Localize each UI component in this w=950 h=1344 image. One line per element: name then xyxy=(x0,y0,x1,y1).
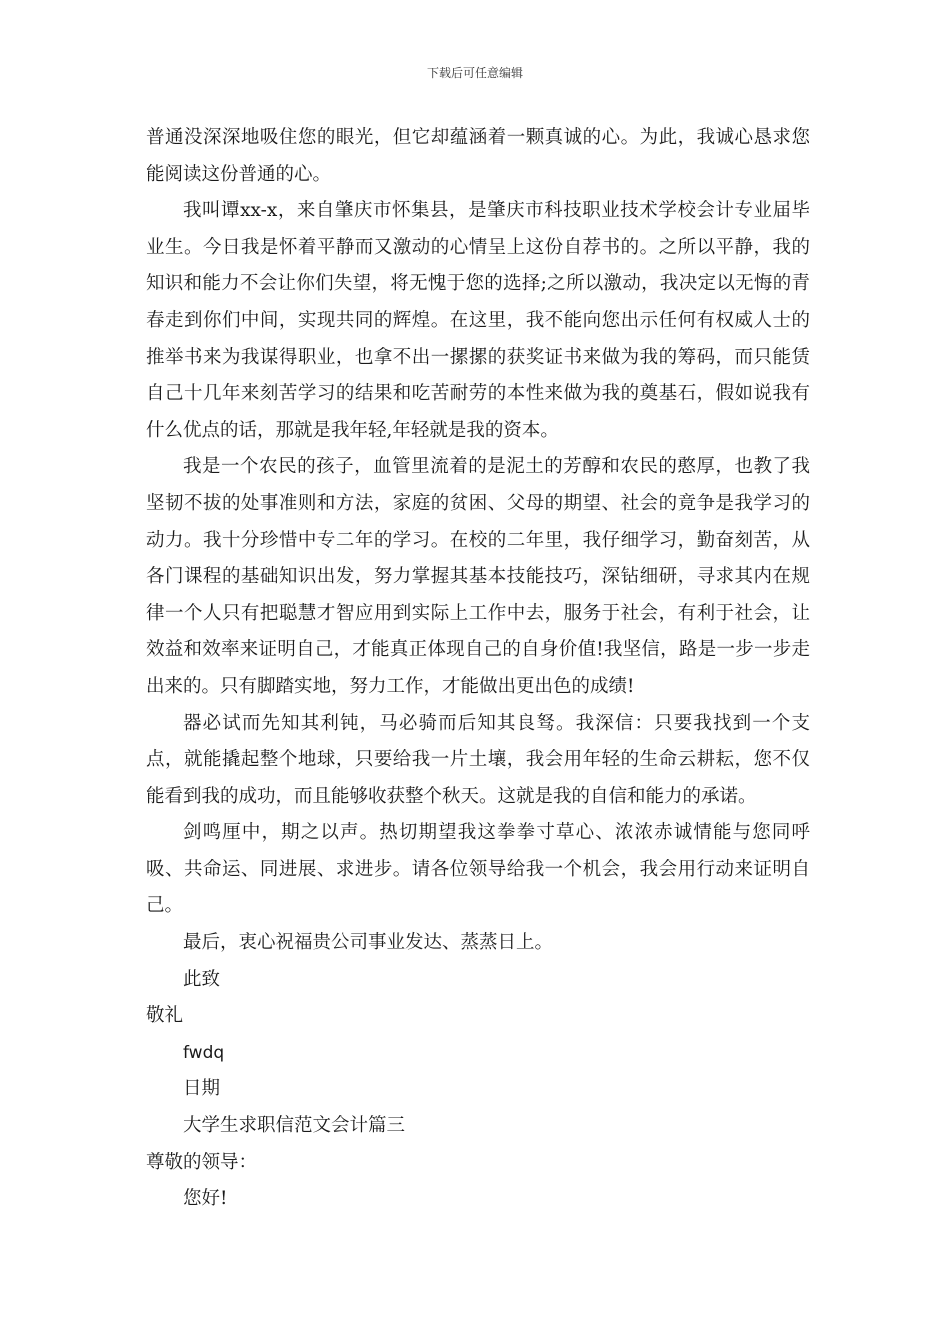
closing-cizhi: 此致 xyxy=(183,968,221,990)
closing-jingli: 敬礼 xyxy=(146,1005,184,1027)
paragraph-confidence: 器必试而先知其利钝，马必骑而后知其良驽。我深信：只要我找到一个支点，就能撬起整个地球，只要给我一片土壤，我会用年轻的生命云耕耘，您不仅能看到我的成功，而且能够收获整个秋天。这就是我的自信和能力的承诺。 xyxy=(146,712,810,807)
page-header-note: 下载后可任意编辑 xyxy=(426,66,523,80)
paragraph-self-introduction: 我叫谭xx-x，来自肇庆市怀集县，是肇庆市科技职业技术学校会计专业届毕业生。今日我是怀着平静而又激动的心情呈上这份自荐书的。之所以平静，我的知识和能力不会让你们失望，将无愧于您的选择;之所以激动，我决定以无悔的青春走到你们中间，实现共同的辉煌。在这里，我不能向您出示任何有权威人士的推举书来为我谋得职业，也拿不出一摞摞的获奖证书来做为我的筹码，而只能赁自己十几年来刻苦学习的结果和吃苦耐劳的本性来做为我的奠基石，假如说我有什么优点的话，那就是我年轻,年轻就是我的资本。 xyxy=(146,200,810,441)
paragraph-request: 剑鸣厘中，期之以声。热切期望我这拳拳寸草心、浓浓赤诚情能与您同呼吸、共命运、同进展、求进步。请各位领导给我一个机会，我会用行动来证明自己。 xyxy=(146,822,810,917)
paragraph-intro-end: 普通没深深地吸住您的眼光，但它却蕴涵着一颗真诚的心。为此，我诚心恳求您能阅读这份普通的心。 xyxy=(146,127,810,185)
letter-body xyxy=(146,120,810,1218)
signature: fwdq xyxy=(183,1042,225,1063)
closing-wish: 最后，衷心祝福贵公司事业发达、蒸蒸日上。 xyxy=(183,932,554,954)
paragraph-background: 我是一个农民的孩子，血管里流着的是泥土的芳醇和农民的憨厚，也教了我坚韧不拔的处事准则和方法，家庭的贫困、父母的期望、社会的竟争是我学习的动力。我十分珍惜中专二年的学习。在校的二年里，我仔细学习，勤奋刻苦，从各门课程的基础知识出发，努力掌握其基本技能技巧，深钻细研，寻求其内在规律一个人只有把聪慧才智应用到实际上工作中去，服务于社会，有利于社会，让效益和效率来证明自己，才能真正体现自己的自身价值!我坚信，路是一步一步走出来的。只有脚踏实地，努力工作，才能做出更出色的成绩! xyxy=(146,456,810,697)
greeting: 您好! xyxy=(183,1188,228,1210)
date-label: 日期 xyxy=(183,1078,221,1100)
next-letter-title: 大学生求职信范文会计篇三 xyxy=(183,1115,406,1137)
salutation: 尊敬的领导： xyxy=(146,1151,258,1173)
